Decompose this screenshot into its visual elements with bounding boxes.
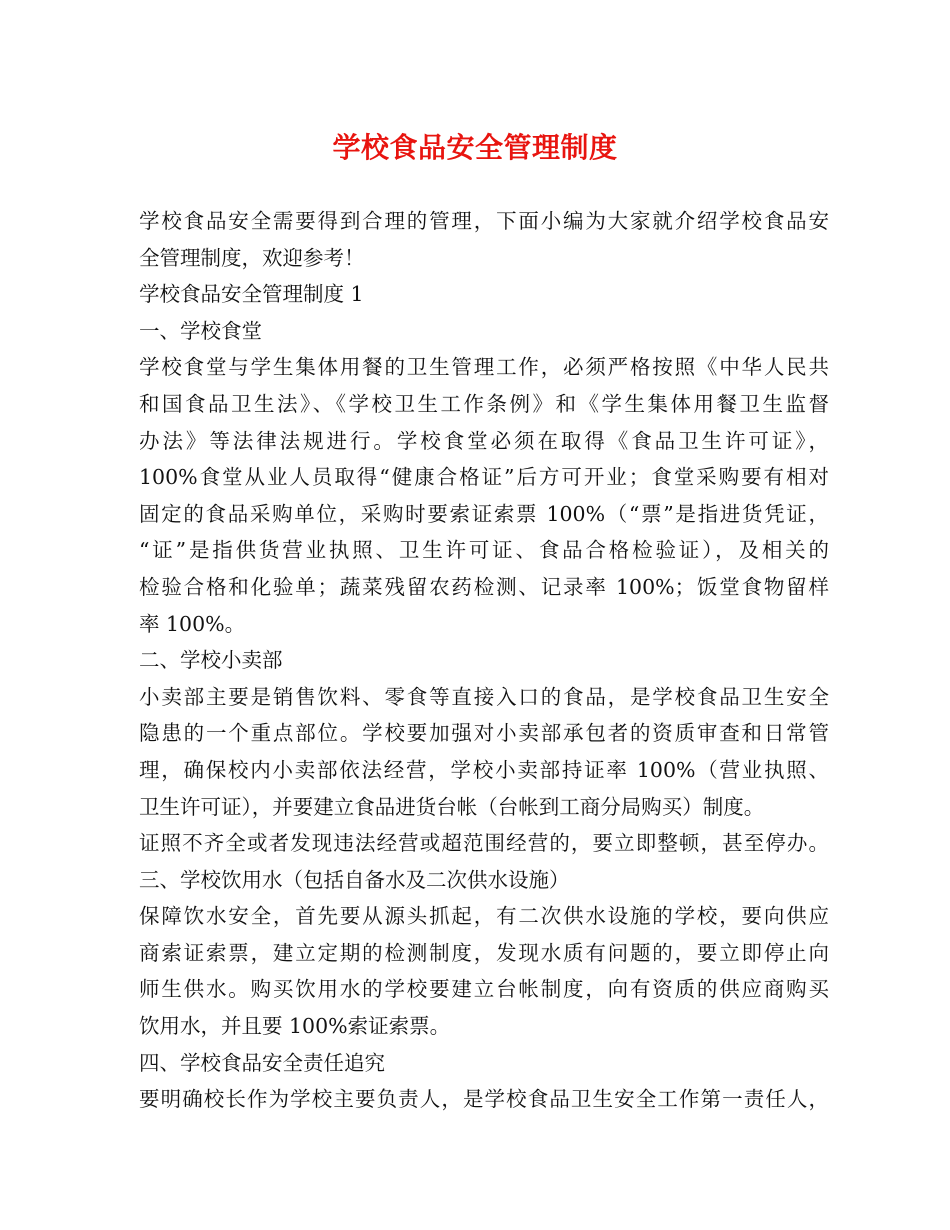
text-line: 100%食堂从业人员取得“健康合格证”后方可开业；食堂采购要有相对 (139, 465, 829, 490)
document-body (139, 203, 829, 1118)
section-heading: 二、学校小卖部 (139, 648, 283, 673)
document-title: 学校食品安全管理制度 (332, 131, 618, 164)
text-line: 办法》等法律法规进行。学校食堂必须在取得《食品卫生许可证》， (139, 428, 829, 453)
text-line: 学校食堂与学生集体用餐的卫生管理工作，必须严格按照《中华人民共 (139, 355, 829, 380)
text-line: 固定的食品采购单位，采购时要索证索票 100%（“票”是指进货凭证， (139, 501, 829, 526)
section-heading: 学校食品安全管理制度 1 (139, 282, 364, 307)
text-line: 理，确保校内小卖部依法经营，学校小卖部持证率 100%（营业执照、 (139, 757, 829, 782)
text-line: 隐患的一个重点部位。学校要加强对小卖部承包者的资质审查和日常管 (139, 721, 829, 746)
text-line: 和国食品卫生法》、《学校卫生工作条例》和《学生集体用餐卫生监督 (139, 391, 829, 416)
section-heading: 一、学校食堂 (139, 318, 262, 343)
text-line: “证”是指供货营业执照、卫生许可证、食品合格检验证），及相关的 (139, 538, 829, 563)
section-heading: 四、学校食品安全责任追究 (139, 1050, 385, 1075)
text-line: 师生供水。购买饮用水的学校要建立台帐制度，向有资质的供应商购买 (139, 977, 829, 1002)
text-line: 卫生许可证），并要建立食品进货台帐（台帐到工商分局购买）制度。 (139, 794, 765, 819)
text-line: 学校食品安全需要得到合理的管理，下面小编为大家就介绍学校食品安 (139, 209, 829, 233)
text-line: 保障饮水安全，首先要从源头抓起，有二次供水设施的学校，要向供应 (139, 904, 829, 929)
text-line: 证照不齐全或者发现违法经营或超范围经营的，要立即整顿，甚至停办。 (139, 831, 829, 856)
text-line: 商索证索票，建立定期的检测制度，发现水质有问题的，要立即停止向 (139, 940, 829, 965)
text-line: 率 100%。 (139, 611, 246, 636)
text-line: 小卖部主要是销售饮料、零食等直接入口的食品，是学校食品卫生安全 (139, 684, 829, 709)
text-line: 饮用水，并且要 100%索证索票。 (139, 1014, 451, 1039)
text-line: 要明确校长作为学校主要负责人，是学校食品卫生安全工作第一责任人， (139, 1087, 829, 1112)
text-line: 全管理制度，欢迎参考！ (139, 245, 365, 270)
section-heading: 三、学校饮用水（包括自备水及二次供水设施） (139, 867, 570, 892)
text-line: 检验合格和化验单；蔬菜残留农药检测、记录率 100%；饭堂食物留样 (139, 574, 829, 599)
